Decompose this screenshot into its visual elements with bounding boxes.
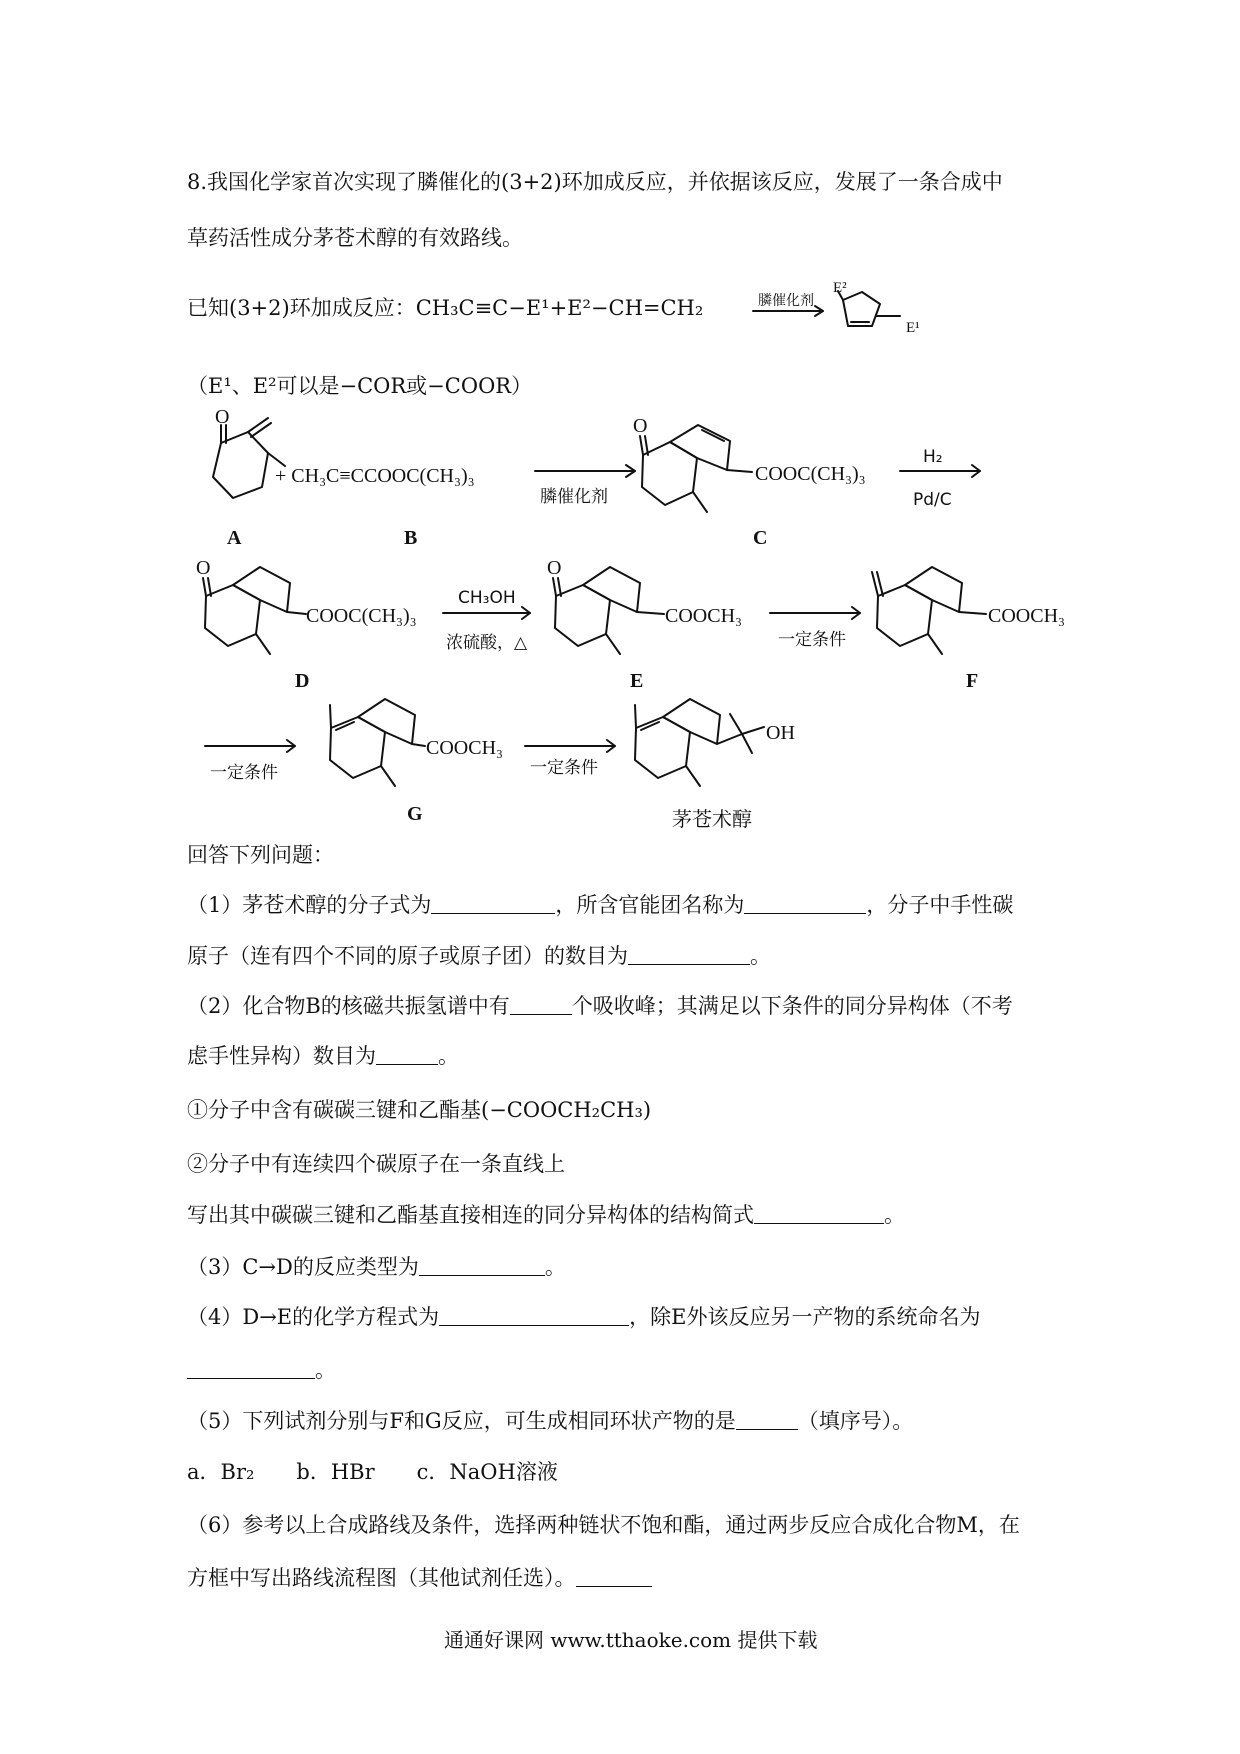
known-note: （E¹、E²可以是−COR或−COOR） bbox=[187, 374, 533, 398]
svg-text:O: O bbox=[633, 415, 648, 437]
catalyst-ab: 膦催化剂 bbox=[540, 487, 608, 507]
question-3-line bbox=[187, 1257, 566, 1278]
condition-1: ①分子中含有碳碳三键和乙酯基(−COOCH₂CH₃) bbox=[187, 1098, 652, 1122]
question-line-2: 草药活性成分茅苍术醇的有效路线。 bbox=[187, 226, 523, 250]
q4-text-b: ，除E外该反应另一产物的系统命名为 bbox=[629, 1305, 981, 1329]
question-1-line-2 bbox=[187, 946, 771, 967]
answer-blank-reagent[interactable] bbox=[736, 1411, 798, 1430]
substituent-d: COOC(CH₃)₃ bbox=[306, 605, 417, 627]
q1-text-d: 原子（连有四个不同的原子或原子团）的数目为 bbox=[187, 944, 628, 968]
answer-blank-reaction-type[interactable] bbox=[419, 1257, 545, 1276]
q1-text-c: ，分子中手性碳 bbox=[866, 893, 1014, 917]
reagent-b: + CH₃C≡CCOOC(CH₃)₃ bbox=[275, 465, 475, 487]
condition-2: ②分子中有连续四个碳原子在一条直线上 bbox=[187, 1152, 565, 1176]
q2-text-a: （2）化合物B的核磁共振氢谱中有 bbox=[187, 994, 510, 1018]
q4-period: 。 bbox=[315, 1358, 336, 1382]
answer-blank-nmr-peaks[interactable] bbox=[510, 996, 572, 1015]
substituent-f: COOCH₃ bbox=[988, 605, 1065, 627]
question-6-line-2 bbox=[187, 1568, 652, 1589]
q1-text-b: ，所含官能团名称为 bbox=[555, 893, 745, 917]
condition-ch3oh: CH₃OH bbox=[458, 588, 516, 608]
q1-period: 。 bbox=[750, 944, 771, 968]
q4-text-a: （4）D→E的化学方程式为 bbox=[187, 1305, 440, 1329]
label-c: C bbox=[753, 527, 768, 549]
label-d: D bbox=[295, 670, 310, 692]
question-2-line-3 bbox=[187, 1205, 905, 1226]
q3-text: （3）C→D的反应类型为 bbox=[187, 1255, 419, 1279]
answer-blank-structure[interactable] bbox=[754, 1205, 884, 1224]
answer-intro: 回答下列问题： bbox=[187, 843, 334, 867]
condition-ef: 一定条件 bbox=[778, 630, 846, 650]
q2-period: 。 bbox=[438, 1044, 459, 1068]
q1-text-a: （1）茅苍术醇的分子式为 bbox=[187, 893, 432, 917]
answer-blank-systematic-name[interactable] bbox=[187, 1360, 315, 1379]
q5-text: （5）下列试剂分别与F和G反应，可生成相同环状产物的是 bbox=[187, 1409, 736, 1433]
condition-gh: 一定条件 bbox=[530, 758, 598, 778]
footer-text: 通通好课网 www.tthaoke.com 提供下载 bbox=[444, 1628, 818, 1652]
q2-text-b: 个吸收峰；其满足以下条件的同分异构体（不考 bbox=[571, 994, 1013, 1018]
svg-text:O: O bbox=[547, 557, 562, 579]
answer-blank-isomer-count[interactable] bbox=[376, 1046, 438, 1065]
svg-text:O: O bbox=[215, 406, 230, 428]
q3-period: 。 bbox=[544, 1255, 566, 1279]
substituent-g: COOCH₃ bbox=[426, 737, 503, 759]
answer-blank-equation[interactable] bbox=[439, 1307, 629, 1326]
q5-text-b: （填序号）。 bbox=[797, 1409, 914, 1433]
condition-h2: H₂ bbox=[923, 447, 943, 467]
answer-blank-formula[interactable] bbox=[431, 895, 555, 914]
condition-h2so4: 浓硫酸，△ bbox=[446, 633, 528, 653]
question-2-line-2 bbox=[187, 1046, 459, 1067]
label-b: B bbox=[404, 527, 418, 549]
question-4-line-2 bbox=[187, 1360, 336, 1381]
answer-blank-chiral-count[interactable] bbox=[628, 946, 750, 965]
question-6-line: （6）参考以上合成路线及条件，选择两种链状不饱和酯，通过两步反应合成化合物M，在 bbox=[187, 1513, 1020, 1537]
q2-text-d: 写出其中碳碳三键和乙酯基直接相连的同分异构体的结构简式 bbox=[187, 1203, 754, 1227]
condition-fg: 一定条件 bbox=[210, 763, 278, 783]
question-4-line bbox=[187, 1307, 980, 1328]
label-product: 茅苍术醇 bbox=[672, 807, 752, 831]
known-reaction: 已知(3+2)环加成反应：CH₃C≡C−E¹+E²−CH=CH₂ bbox=[187, 296, 704, 320]
q2d-period: 。 bbox=[884, 1203, 905, 1227]
known-product-e2: E² bbox=[833, 280, 847, 296]
label-g: G bbox=[407, 803, 423, 825]
known-catalyst: 膦催化剂 bbox=[758, 293, 814, 309]
condition-pdc: Pd/C bbox=[913, 490, 952, 510]
question-5-options: a．Br₂ b．HBr c．NaOH溶液 bbox=[187, 1460, 558, 1484]
svg-text:O: O bbox=[196, 557, 211, 579]
question-5-line bbox=[187, 1411, 913, 1432]
hydroxyl-label: OH bbox=[766, 722, 795, 744]
question-2-line bbox=[187, 996, 1013, 1017]
q2-text-c: 虑手性异构）数目为 bbox=[187, 1044, 376, 1068]
known-product-e1: E¹ bbox=[906, 320, 920, 336]
answer-blank-route[interactable] bbox=[576, 1568, 652, 1587]
question-1-line bbox=[187, 895, 1013, 916]
label-e: E bbox=[630, 670, 644, 692]
label-a: A bbox=[227, 527, 242, 549]
answer-blank-functional-group[interactable] bbox=[744, 895, 866, 914]
q6-text-b: 方框中写出路线流程图（其他试剂任选）。 bbox=[187, 1566, 576, 1590]
label-f: F bbox=[966, 670, 979, 692]
question-line-1: 8.我国化学家首次实现了膦催化的(3+2)环加成反应，并依据该反应，发展了一条合成中 bbox=[187, 170, 1003, 194]
substituent-e: COOCH₃ bbox=[665, 605, 742, 627]
substituent-c: COOC(CH₃)₃ bbox=[755, 463, 866, 485]
